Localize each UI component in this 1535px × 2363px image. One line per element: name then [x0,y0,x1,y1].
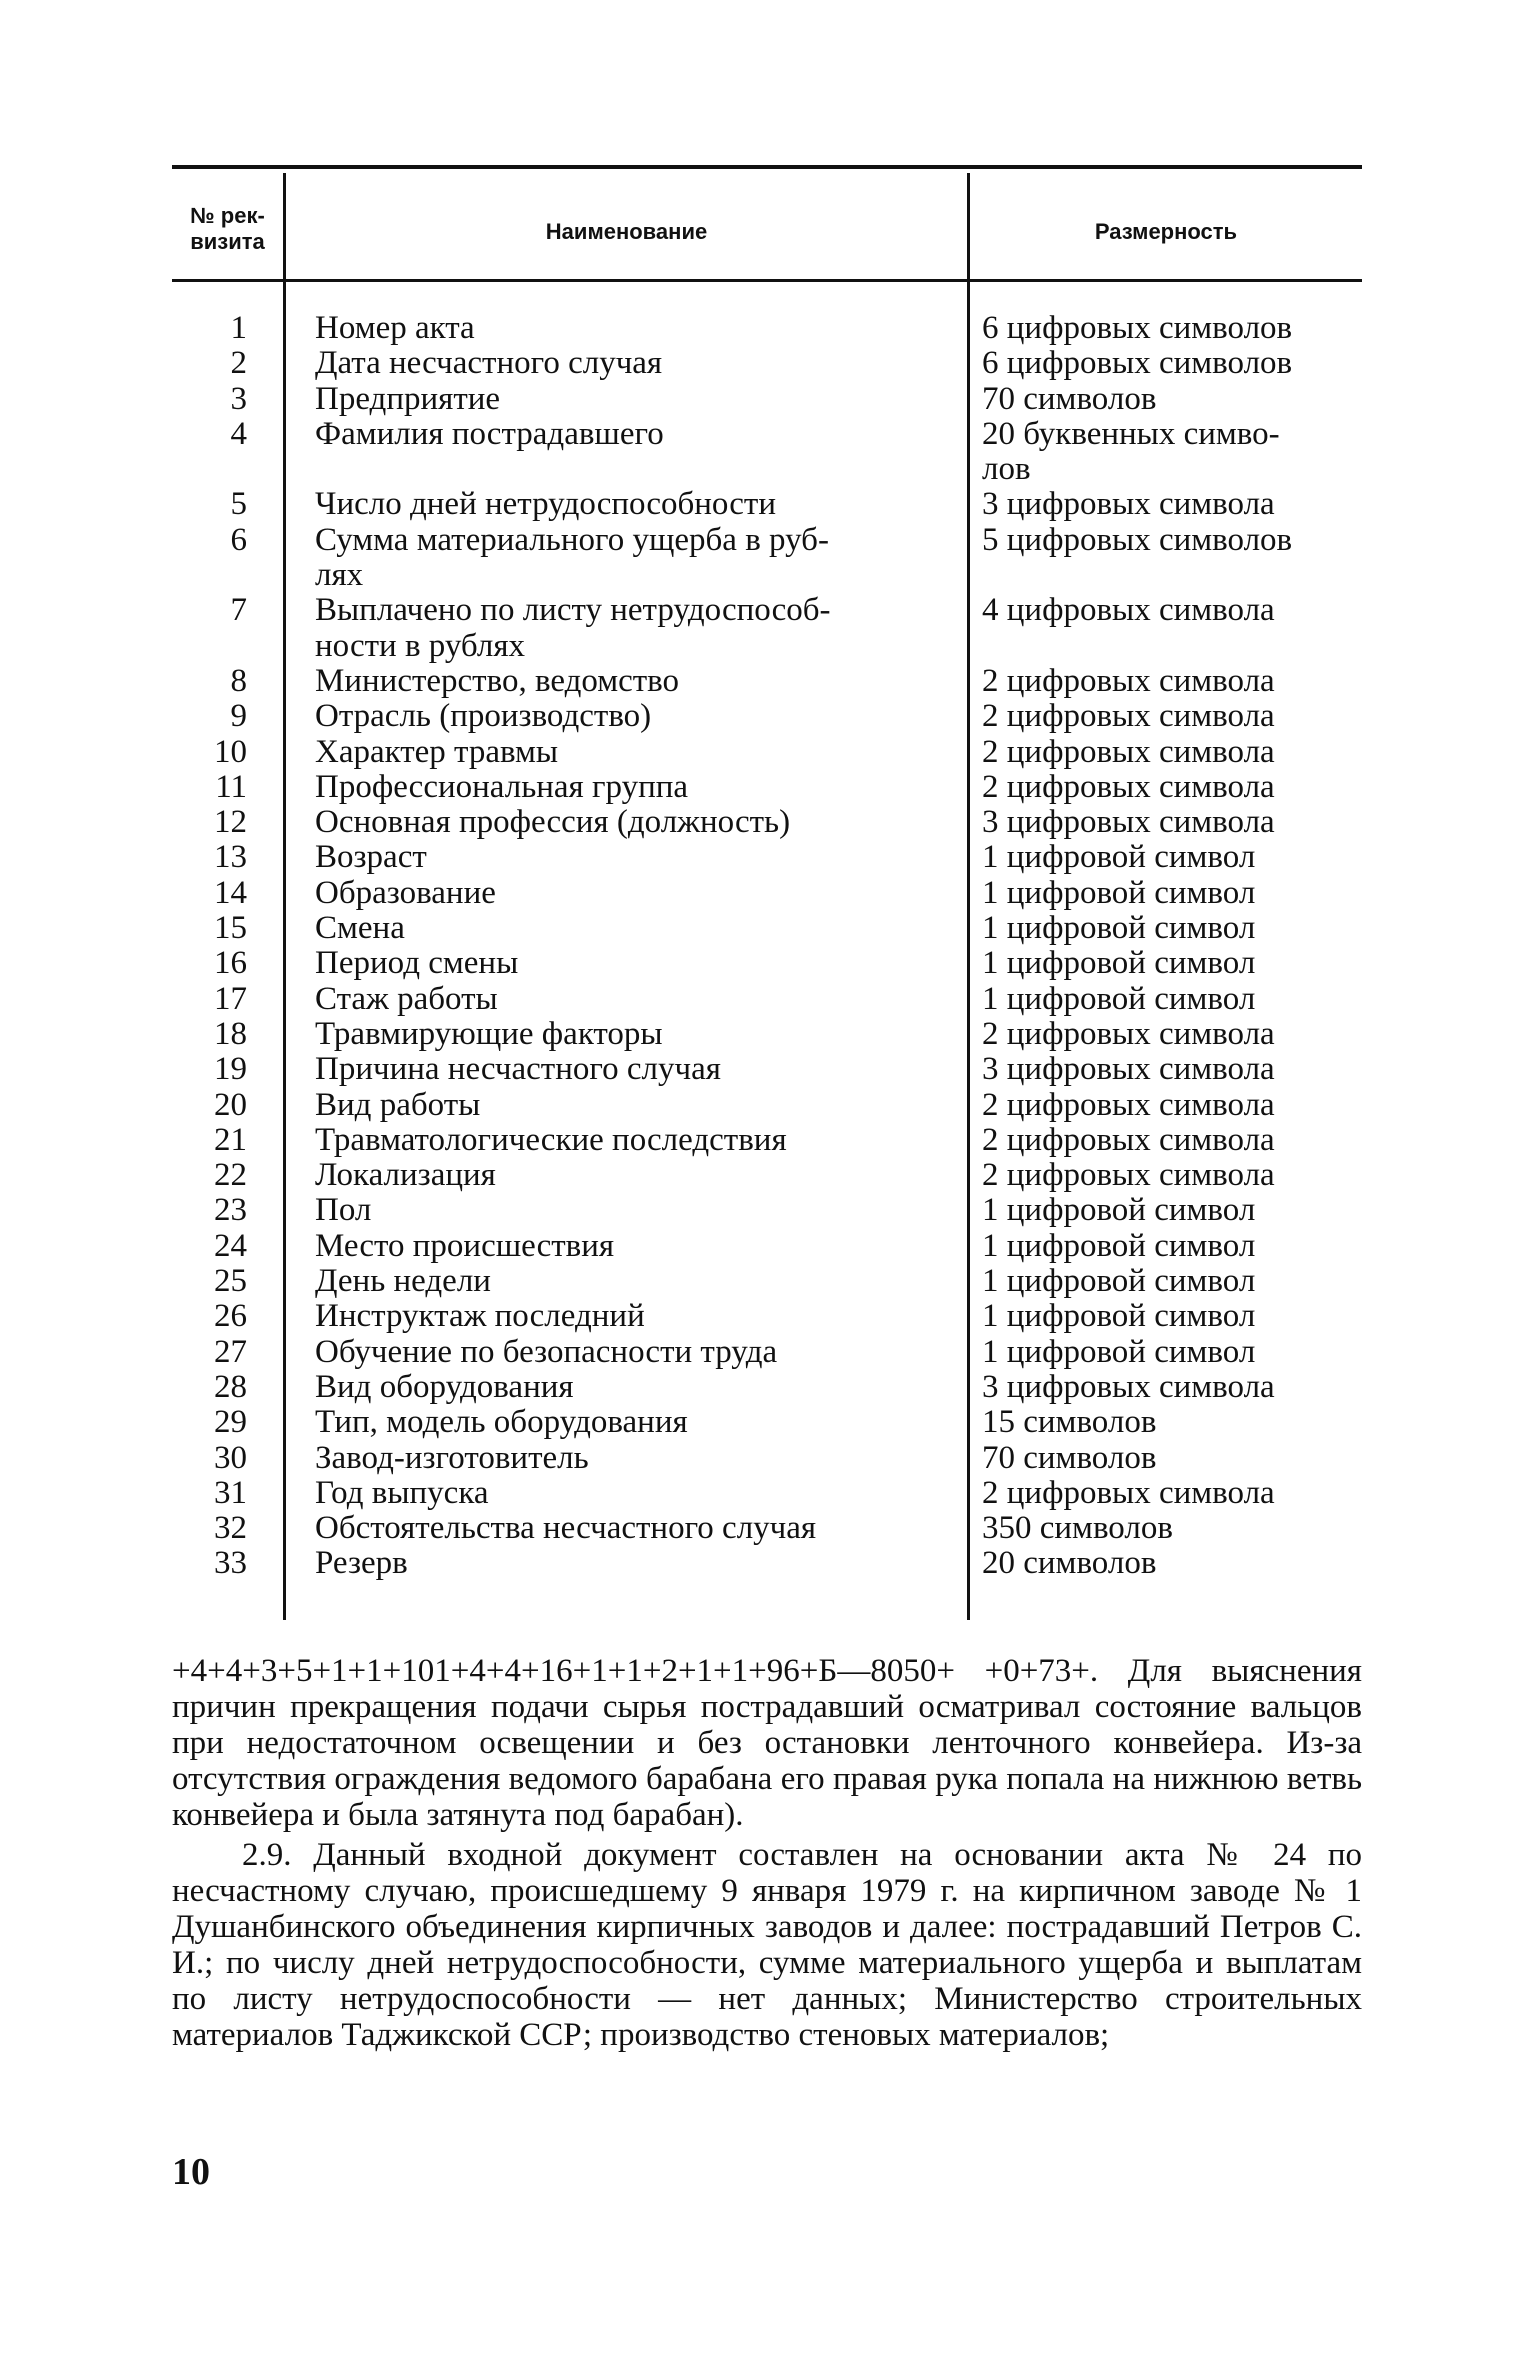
body-text [172,1653,1362,2053]
paragraph: 2.9. Данный входной документ составлен на основании акта № 24 по несчастному случаю, происшедшему 9 января 1979 г. на кирпичном заводе № 1 Душанбинского объединения кирпичных заводов и далее: пострадавший Петров С. И.; по числу дней нетрудоспособности, сумме материального ущерба и выплатам по листу нетрудоспособности — нет данных; Министерство строительных материалов Таджикской ССР; производство стеновых материалов; [172,1837,1362,2053]
row-size: 70 символов [982,380,1157,417]
row-name: Завод-изготовитель [315,1439,589,1476]
row-size: 3 цифровых символа [982,1368,1275,1405]
row-number: 33 [214,1545,247,1582]
row-name: Обучение по безопасности труда [315,1333,778,1370]
row-number: 24 [214,1227,247,1264]
row-size: 2 цифровых символа [982,768,1275,805]
row-number: 29 [214,1404,247,1441]
table-row [172,417,1362,488]
row-size: 4 цифровых символа [982,592,1275,629]
row-name: Дата несчастного случая [315,345,663,382]
table-row [172,982,1362,1017]
table-row [172,946,1362,981]
row-name: Травматологические последствия [315,1121,787,1158]
row-size: 2 цифровых символа [982,1086,1275,1123]
table-row [172,876,1362,911]
table-row [172,770,1362,805]
table-row [172,699,1362,734]
row-number: 31 [214,1474,247,1511]
row-size: 2 цифровых символа [982,1157,1275,1194]
table-row [172,346,1362,381]
row-size: 20 символов [982,1545,1157,1582]
row-name: Смена [315,910,405,947]
table-row [172,1335,1362,1370]
row-size: 1 цифровой символ [982,874,1256,911]
row-number: 27 [214,1333,247,1370]
row-number: 11 [215,768,247,805]
row-number: 19 [214,1051,247,1088]
row-size: 2 цифровых символа [982,1015,1275,1052]
table-row [172,1123,1362,1158]
row-name: Год выпуска [315,1474,489,1511]
row-size: 1 цифровой символ [982,1192,1256,1229]
table-row [172,664,1362,699]
row-number: 32 [214,1510,247,1547]
row-number: 4 [230,415,247,452]
row-number: 23 [214,1192,247,1229]
row-name: Причина несчастного случая [315,1051,721,1088]
row-number: 2 [230,345,247,382]
table-row [172,805,1362,840]
row-size: 1 цифровой символ [982,910,1256,947]
row-name: Место происшествия [315,1227,615,1264]
table-row [172,1193,1362,1228]
row-name: Номер акта [315,310,475,346]
row-size: 2 цифровых символа [982,662,1275,699]
row-size: 2 цифровых символа [982,733,1275,770]
table-row [172,911,1362,946]
row-name: Профессиональная группа [315,768,689,805]
table-header-rule [172,279,1362,282]
page-number: 10 [172,2151,210,2193]
row-number: 1 [230,310,247,346]
row-size: 1 цифровой символ [982,839,1256,876]
row-size: 2 цифровых символа [982,698,1275,735]
table-top-rule [172,165,1362,169]
row-number: 12 [214,804,247,841]
row-size: 15 символов [982,1404,1157,1441]
row-name: Характер травмы [315,733,559,770]
row-number: 6 [230,521,247,558]
row-name: Основная профессия (должность) [315,804,791,841]
row-number: 26 [214,1298,247,1335]
table-row [172,1088,1362,1123]
row-name: Период смены [315,945,519,982]
table-row [172,593,1362,664]
row-number: 7 [230,592,247,629]
row-number: 25 [214,1263,247,1300]
row-number: 3 [230,380,247,417]
table-row [172,382,1362,417]
row-number: 20 [214,1086,247,1123]
row-size: 1 цифровой символ [982,980,1256,1017]
header-number: № рек- визита [190,203,265,254]
row-size: 3 цифровых символа [982,1051,1275,1088]
row-name: Стаж работы [315,980,498,1017]
row-name: Фамилия пострадавшего [315,415,664,452]
row-size: 2 цифровых символа [982,1121,1275,1158]
row-number: 21 [214,1121,247,1158]
row-number: 16 [214,945,247,982]
row-number: 30 [214,1439,247,1476]
table-row [172,735,1362,770]
row-size: 6 цифровых символов [982,310,1293,346]
row-name: Выплачено по листу нетрудоспособ- ности в рублях [315,592,831,664]
table-row [172,311,1362,346]
row-name: Пол [315,1192,372,1229]
row-size: 3 цифровых символа [982,486,1275,523]
row-size: 1 цифровой символ [982,945,1256,982]
row-name: Вид работы [315,1086,481,1123]
row-number: 15 [214,910,247,947]
row-number: 5 [230,486,247,523]
row-number: 28 [214,1368,247,1405]
row-size: 1 цифровой символ [982,1263,1256,1300]
row-name: Инструктаж последний [315,1298,645,1335]
header-name: Наименование [545,219,708,244]
row-name: Отрасль (производство) [315,698,652,735]
row-name: Обстоятельства несчастного случая [315,1510,817,1547]
row-size: 20 буквенных симво- лов [982,415,1280,488]
row-name: Вид оборудования [315,1368,574,1405]
row-name: Министерство, ведомство [315,662,680,699]
row-name: Локализация [315,1157,496,1194]
row-size: 6 цифровых символов [982,345,1293,382]
row-size: 70 символов [982,1439,1157,1476]
table-row [172,487,1362,522]
table-row [172,1476,1362,1511]
row-number: 13 [214,839,247,876]
row-name: Тип, модель оборудования [315,1404,688,1441]
table-row [172,1264,1362,1299]
row-name: День недели [315,1263,491,1300]
row-size: 1 цифровой символ [982,1333,1256,1370]
table-row [172,1511,1362,1546]
row-number: 9 [230,698,247,735]
row-size: 350 символов [982,1510,1173,1547]
row-number: 22 [214,1157,247,1194]
table-row [172,1299,1362,1334]
row-size: 1 цифровой символ [982,1227,1256,1264]
row-size: 1 цифровой символ [982,1298,1256,1335]
row-name: Резерв [315,1545,408,1582]
paragraph: +4+4+3+5+1+1+101+4+4+16+1+1+2+1+1+96+Б—8050+ +0+73+. Для выяснения причин прекращения подачи сырья пострадавший осматривал состояние вальцов при недостаточном освещении и без остановки ленточного конвейера. Из-за отсутствия ограждения ведомого барабана его правая рука попала на нижнюю ветвь конвейера и была затянута под барабан). [172,1653,1362,1833]
table-row [172,1546,1362,1581]
row-number: 8 [230,662,247,699]
table-row [172,1052,1362,1087]
table-body [172,311,1362,1582]
table-row [172,1405,1362,1440]
row-number: 14 [214,874,247,911]
table-row [172,1370,1362,1405]
row-size: 2 цифровых символа [982,1474,1275,1511]
row-name: Число дней нетрудоспособности [315,486,776,523]
row-size: 5 цифровых символов [982,521,1293,558]
row-number: 17 [214,980,247,1017]
row-size: 3 цифровых символа [982,804,1275,841]
header-size: Размерность [1094,219,1238,244]
row-name: Сумма материального ущерба в руб- лях [315,521,829,594]
table-row [172,840,1362,875]
row-number: 18 [214,1015,247,1052]
table-row [172,1441,1362,1476]
requisites-table [172,165,1362,1620]
table-row [172,1017,1362,1052]
row-number: 10 [214,733,247,770]
table-row [172,1158,1362,1193]
row-name: Травмирующие факторы [315,1015,663,1052]
table-row [172,523,1362,594]
table-row [172,1229,1362,1264]
row-name: Возраст [315,839,427,876]
row-name: Образование [315,874,496,911]
row-name: Предприятие [315,380,501,417]
